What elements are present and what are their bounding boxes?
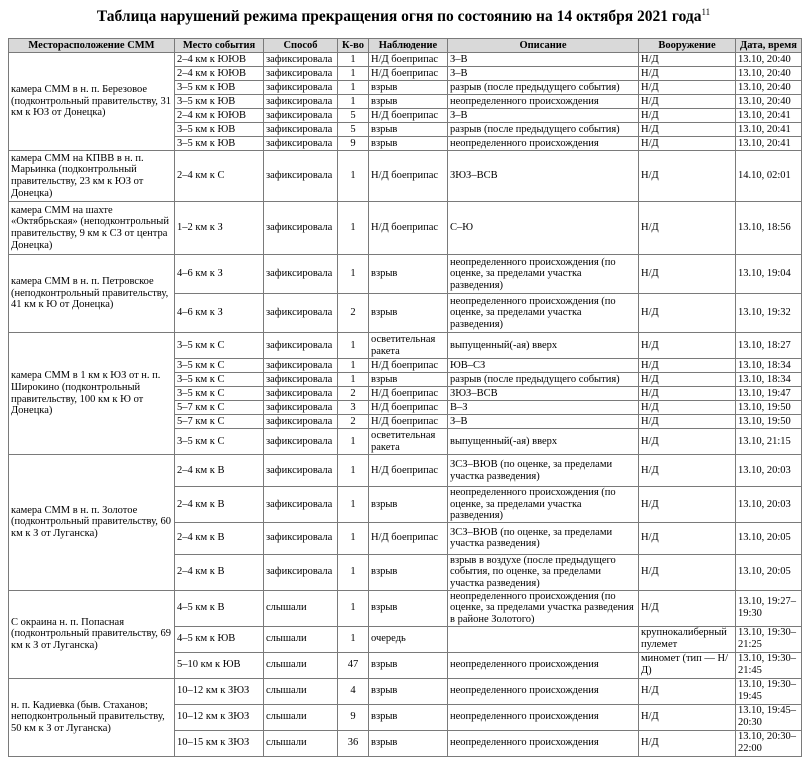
date-time-cell: 13.10, 20:40 <box>736 95 802 109</box>
description-cell: ЗСЗ–ВЮВ (по оценке, за пределами участка разведения) <box>448 522 639 554</box>
date-time-cell: 14.10, 02:01 <box>736 151 802 202</box>
date-time-cell: 13.10, 19:50 <box>736 401 802 415</box>
count-cell: 1 <box>338 151 369 202</box>
description-cell: неопределенного происхождения (по оценке, за пределами участка разведения) <box>448 487 639 523</box>
method-cell: зафиксировала <box>264 554 338 590</box>
weapon-cell: Н/Д <box>639 401 736 415</box>
observation-cell: взрыв <box>369 704 448 730</box>
event-place-cell: 2–4 км к В <box>175 522 264 554</box>
count-cell: 1 <box>338 590 369 626</box>
method-cell: слышали <box>264 678 338 704</box>
count-cell: 4 <box>338 678 369 704</box>
date-time-cell: 13.10, 20:05 <box>736 522 802 554</box>
event-place-cell: 3–5 км к ЮВ <box>175 137 264 151</box>
weapon-cell: Н/Д <box>639 522 736 554</box>
date-time-cell: 13.10, 20:30–22:00 <box>736 730 802 756</box>
count-cell: 1 <box>338 522 369 554</box>
method-cell: зафиксировала <box>264 401 338 415</box>
observation-cell: взрыв <box>369 81 448 95</box>
count-cell: 1 <box>338 487 369 523</box>
method-cell: зафиксировала <box>264 333 338 359</box>
weapon-cell: Н/Д <box>639 53 736 67</box>
description-cell: неопределенного происхождения (по оценке, за пределами участка разведения) <box>448 255 639 294</box>
weapon-cell: Н/Д <box>639 373 736 387</box>
description-cell: неопределенного происхождения (по оценке, за пределами участка разведения в районе Золотого) <box>448 590 639 626</box>
observation-cell: взрыв <box>369 590 448 626</box>
method-cell: зафиксировала <box>264 123 338 137</box>
weapon-cell: Н/Д <box>639 678 736 704</box>
description-cell: выпущенный(-ая) вверх <box>448 333 639 359</box>
table-row <box>9 53 802 67</box>
observation-cell: Н/Д боеприпас <box>369 53 448 67</box>
observation-cell: Н/Д боеприпас <box>369 67 448 81</box>
description-cell: неопределенного происхождения <box>448 730 639 756</box>
observation-cell: очередь <box>369 626 448 652</box>
method-cell: зафиксировала <box>264 202 338 255</box>
date-time-cell: 13.10, 20:05 <box>736 554 802 590</box>
observation-cell: взрыв <box>369 95 448 109</box>
event-place-cell: 10–12 км к ЗЮЗ <box>175 704 264 730</box>
weapon-cell: Н/Д <box>639 67 736 81</box>
description-cell: З–В <box>448 67 639 81</box>
date-time-cell: 13.10, 20:41 <box>736 123 802 137</box>
weapon-cell: Н/Д <box>639 333 736 359</box>
date-time-cell: 13.10, 19:30–21:45 <box>736 652 802 678</box>
location-cell: камера СММ на шахте «Октябрьская» (неподконтрольный правительству, 9 км к СЗ от центра Донецка) <box>9 202 175 255</box>
description-cell: ЗЮЗ–ВСВ <box>448 151 639 202</box>
observation-cell: Н/Д боеприпас <box>369 151 448 202</box>
count-cell: 2 <box>338 294 369 333</box>
weapon-cell: Н/Д <box>639 429 736 455</box>
date-time-cell: 13.10, 18:34 <box>736 373 802 387</box>
date-time-cell: 13.10, 20:03 <box>736 455 802 487</box>
count-cell: 47 <box>338 652 369 678</box>
count-cell: 1 <box>338 373 369 387</box>
description-cell: разрыв (после предыдущего события) <box>448 81 639 95</box>
event-place-cell: 10–12 км к ЗЮЗ <box>175 678 264 704</box>
location-cell: камера СММ на КПВВ в н. п. Марьинка (подконтрольный правительству, 23 км к ЮЗ от Донецка) <box>9 151 175 202</box>
location-cell: камера СММ в н. п. Золотое (подконтрольный правительству, 60 км к З от Луганска) <box>9 455 175 591</box>
count-cell: 36 <box>338 730 369 756</box>
method-cell: слышали <box>264 652 338 678</box>
count-cell: 2 <box>338 387 369 401</box>
count-cell: 1 <box>338 455 369 487</box>
description-cell: З–В <box>448 415 639 429</box>
weapon-cell: Н/Д <box>639 109 736 123</box>
description-cell: неопределенного происхождения <box>448 95 639 109</box>
date-time-cell: 13.10, 20:41 <box>736 137 802 151</box>
event-place-cell: 1–2 км к З <box>175 202 264 255</box>
observation-cell: взрыв <box>369 137 448 151</box>
date-time-cell: 13.10, 19:47 <box>736 387 802 401</box>
count-cell: 1 <box>338 81 369 95</box>
method-cell: зафиксировала <box>264 487 338 523</box>
event-place-cell: 2–4 км к ЮЮВ <box>175 53 264 67</box>
header-method: Способ <box>264 39 338 53</box>
location-cell: камера СММ в н. п. Березовое (подконтрольный правительству, 31 км к ЮЗ от Донецка) <box>9 53 175 151</box>
header-row <box>9 39 802 53</box>
count-cell: 1 <box>338 333 369 359</box>
method-cell: зафиксировала <box>264 415 338 429</box>
location-cell: камера СММ в 1 км к ЮЗ от н. п. Широкино (подконтрольный правительству, 100 км к Ю от Донецка) <box>9 333 175 455</box>
count-cell: 1 <box>338 202 369 255</box>
method-cell: зафиксировала <box>264 81 338 95</box>
weapon-cell: Н/Д <box>639 294 736 333</box>
table-row <box>9 455 802 487</box>
event-place-cell: 3–5 км к С <box>175 429 264 455</box>
header-weapon: Вооружение <box>639 39 736 53</box>
event-place-cell: 4–6 км к З <box>175 294 264 333</box>
location-cell: н. п. Кадиевка (быв. Стаханов; неподконтрольный правительству, 50 км к З от Луганска) <box>9 678 175 756</box>
count-cell: 1 <box>338 95 369 109</box>
table-row <box>9 678 802 704</box>
location-cell: камера СММ в н. п. Петровское (неподконтрольный правительству, 41 км к Ю от Донецка) <box>9 255 175 333</box>
weapon-cell: Н/Д <box>639 359 736 373</box>
weapon-cell: Н/Д <box>639 202 736 255</box>
observation-cell: взрыв <box>369 554 448 590</box>
date-time-cell: 13.10, 19:30–19:45 <box>736 678 802 704</box>
method-cell: зафиксировала <box>264 151 338 202</box>
header-place: Место события <box>175 39 264 53</box>
description-cell: неопределенного происхождения <box>448 137 639 151</box>
count-cell: 1 <box>338 53 369 67</box>
table-row <box>9 590 802 626</box>
observation-cell: Н/Д боеприпас <box>369 415 448 429</box>
ceasefire-violations-table <box>8 38 802 757</box>
weapon-cell: Н/Д <box>639 455 736 487</box>
event-place-cell: 2–4 км к В <box>175 455 264 487</box>
method-cell: зафиксировала <box>264 95 338 109</box>
date-time-cell: 13.10, 19:30–21:25 <box>736 626 802 652</box>
description-cell: неопределенного происхождения (по оценке, за пределами участка разведения) <box>448 294 639 333</box>
observation-cell: взрыв <box>369 373 448 387</box>
count-cell: 1 <box>338 359 369 373</box>
weapon-cell: Н/Д <box>639 95 736 109</box>
method-cell: слышали <box>264 590 338 626</box>
date-time-cell: 13.10, 18:27 <box>736 333 802 359</box>
event-place-cell: 3–5 км к С <box>175 387 264 401</box>
observation-cell: Н/Д боеприпас <box>369 359 448 373</box>
method-cell: зафиксировала <box>264 53 338 67</box>
header-observation: Наблюдение <box>369 39 448 53</box>
weapon-cell: Н/Д <box>639 151 736 202</box>
method-cell: зафиксировала <box>264 387 338 401</box>
observation-cell: осветительная ракета <box>369 429 448 455</box>
event-place-cell: 3–5 км к С <box>175 333 264 359</box>
event-place-cell: 2–4 км к ЮЮВ <box>175 67 264 81</box>
method-cell: слышали <box>264 730 338 756</box>
count-cell: 5 <box>338 123 369 137</box>
description-cell: С–Ю <box>448 202 639 255</box>
event-place-cell: 4–5 км к В <box>175 590 264 626</box>
description-cell: ЗЮЗ–ВСВ <box>448 387 639 401</box>
table-row <box>9 151 802 202</box>
observation-cell: взрыв <box>369 730 448 756</box>
event-place-cell: 10–15 км к ЗЮЗ <box>175 730 264 756</box>
date-time-cell: 13.10, 19:50 <box>736 415 802 429</box>
observation-cell: взрыв <box>369 652 448 678</box>
header-location: Месторасположение СММ <box>9 39 175 53</box>
document-title <box>0 0 807 30</box>
description-cell: разрыв (после предыдущего события) <box>448 123 639 137</box>
description-cell: ЗСЗ–ВЮВ (по оценке, за пределами участка разведения) <box>448 455 639 487</box>
location-cell: С окраина н. п. Попасная (подконтрольный правительству, 69 км к З от Луганска) <box>9 590 175 678</box>
description-cell: В–З <box>448 401 639 415</box>
description-cell: неопределенного происхождения <box>448 704 639 730</box>
observation-cell: взрыв <box>369 123 448 137</box>
description-cell: взрыв в воздухе (после предыдущего события, по оценке, за пределами участка разведения) <box>448 554 639 590</box>
method-cell: зафиксировала <box>264 255 338 294</box>
description-cell: З–В <box>448 53 639 67</box>
date-time-cell: 13.10, 19:32 <box>736 294 802 333</box>
description-cell: неопределенного происхождения <box>448 678 639 704</box>
event-place-cell: 2–4 км к В <box>175 554 264 590</box>
weapon-cell: Н/Д <box>639 704 736 730</box>
observation-cell: взрыв <box>369 678 448 704</box>
count-cell: 5 <box>338 109 369 123</box>
header-count: К-во <box>338 39 369 53</box>
weapon-cell: Н/Д <box>639 487 736 523</box>
method-cell: слышали <box>264 626 338 652</box>
weapon-cell: Н/Д <box>639 387 736 401</box>
weapon-cell: крупнокалиберный пулемет <box>639 626 736 652</box>
weapon-cell: Н/Д <box>639 81 736 95</box>
method-cell: зафиксировала <box>264 137 338 151</box>
count-cell: 1 <box>338 255 369 294</box>
observation-cell: Н/Д боеприпас <box>369 202 448 255</box>
table-row <box>9 202 802 255</box>
observation-cell: взрыв <box>369 294 448 333</box>
count-cell: 9 <box>338 704 369 730</box>
event-place-cell: 2–4 км к В <box>175 487 264 523</box>
event-place-cell: 5–7 км к С <box>175 415 264 429</box>
method-cell: зафиксировала <box>264 373 338 387</box>
count-cell: 1 <box>338 554 369 590</box>
method-cell: зафиксировала <box>264 359 338 373</box>
weapon-cell: миномет (тип — Н/Д) <box>639 652 736 678</box>
observation-cell: Н/Д боеприпас <box>369 109 448 123</box>
date-time-cell: 13.10, 21:15 <box>736 429 802 455</box>
method-cell: зафиксировала <box>264 522 338 554</box>
weapon-cell: Н/Д <box>639 415 736 429</box>
method-cell: зафиксировала <box>264 109 338 123</box>
footnote-marker: 11 <box>701 7 711 17</box>
table-row <box>9 255 802 294</box>
observation-cell: взрыв <box>369 487 448 523</box>
description-cell: неопределенного происхождения <box>448 652 639 678</box>
date-time-cell: 13.10, 19:45–20:30 <box>736 704 802 730</box>
observation-cell: Н/Д боеприпас <box>369 401 448 415</box>
header-date: Дата, время <box>736 39 802 53</box>
description-cell: З–В <box>448 109 639 123</box>
event-place-cell: 5–10 км к ЮВ <box>175 652 264 678</box>
weapon-cell: Н/Д <box>639 554 736 590</box>
date-time-cell: 13.10, 18:56 <box>736 202 802 255</box>
method-cell: зафиксировала <box>264 429 338 455</box>
event-place-cell: 3–5 км к ЮВ <box>175 95 264 109</box>
count-cell: 2 <box>338 415 369 429</box>
weapon-cell: Н/Д <box>639 590 736 626</box>
observation-cell: осветительная ракета <box>369 333 448 359</box>
method-cell: зафиксировала <box>264 294 338 333</box>
description-cell: выпущенный(-ая) вверх <box>448 429 639 455</box>
date-time-cell: 13.10, 18:34 <box>736 359 802 373</box>
date-time-cell: 13.10, 20:40 <box>736 81 802 95</box>
count-cell: 1 <box>338 626 369 652</box>
count-cell: 3 <box>338 401 369 415</box>
description-cell <box>448 626 639 652</box>
date-time-cell: 13.10, 20:41 <box>736 109 802 123</box>
date-time-cell: 13.10, 20:40 <box>736 67 802 81</box>
date-time-cell: 13.10, 20:40 <box>736 53 802 67</box>
date-time-cell: 13.10, 19:27–19:30 <box>736 590 802 626</box>
description-cell: ЮВ–СЗ <box>448 359 639 373</box>
event-place-cell: 3–5 км к С <box>175 373 264 387</box>
observation-cell: Н/Д боеприпас <box>369 455 448 487</box>
event-place-cell: 3–5 км к ЮВ <box>175 123 264 137</box>
description-cell: разрыв (после предыдущего события) <box>448 373 639 387</box>
date-time-cell: 13.10, 20:03 <box>736 487 802 523</box>
method-cell: слышали <box>264 704 338 730</box>
header-description: Описание <box>448 39 639 53</box>
table-row <box>9 333 802 359</box>
event-place-cell: 2–4 км к С <box>175 151 264 202</box>
weapon-cell: Н/Д <box>639 255 736 294</box>
method-cell: зафиксировала <box>264 455 338 487</box>
event-place-cell: 2–4 км к ЮЮВ <box>175 109 264 123</box>
observation-cell: Н/Д боеприпас <box>369 522 448 554</box>
weapon-cell: Н/Д <box>639 137 736 151</box>
count-cell: 1 <box>338 67 369 81</box>
date-time-cell: 13.10, 19:04 <box>736 255 802 294</box>
weapon-cell: Н/Д <box>639 730 736 756</box>
method-cell: зафиксировала <box>264 67 338 81</box>
event-place-cell: 3–5 км к ЮВ <box>175 81 264 95</box>
weapon-cell: Н/Д <box>639 123 736 137</box>
event-place-cell: 5–7 км к С <box>175 401 264 415</box>
event-place-cell: 3–5 км к С <box>175 359 264 373</box>
event-place-cell: 4–5 км к ЮВ <box>175 626 264 652</box>
table-body <box>9 53 802 757</box>
count-cell: 9 <box>338 137 369 151</box>
observation-cell: Н/Д боеприпас <box>369 387 448 401</box>
title-text: Таблица нарушений режима прекращения огня по состоянию на 14 октября 2021 года <box>96 8 702 25</box>
event-place-cell: 4–6 км к З <box>175 255 264 294</box>
count-cell: 1 <box>338 429 369 455</box>
observation-cell: взрыв <box>369 255 448 294</box>
